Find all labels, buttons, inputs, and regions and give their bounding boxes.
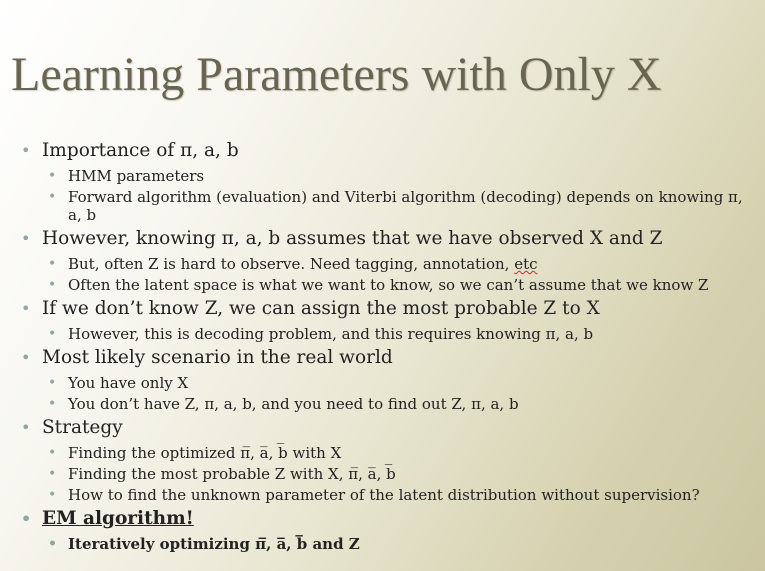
sub-bullet-unknown-parameter: • How to find the unknown parameter of the latent distribution without supervision? <box>68 486 765 504</box>
etc-misspelled-word: etc <box>514 255 538 273</box>
bullet-em-algorithm: • EM algorithm! <box>42 506 765 532</box>
sub-bullet-forward-viterbi: • Forward algorithm (evaluation) and Viterbi algorithm (decoding) depends on knowing π, a, b <box>68 188 748 224</box>
bullet-knowing-assumes: • However, knowing π, a, b assumes that we have observed X and Z <box>42 226 765 252</box>
sub-bullet-hmm-parameters: • HMM parameters <box>68 167 765 185</box>
sub-bullet-decoding-problem: • However, this is decoding problem, and this requires knowing π, a, b <box>68 325 765 343</box>
slide-body <box>0 138 765 555</box>
sub-bullet-optimized-params: • Finding the optimized π̅, a̅, b̅ with X <box>68 444 765 462</box>
bullet-dont-know-z: • If we don’t know Z, we can assign the most probable Z to X <box>42 296 765 322</box>
sub-bullet-latent-space: • Often the latent space is what we want to know, so we can’t assume that we know Z <box>68 276 765 294</box>
bullet-real-world: • Most likely scenario in the real world <box>42 345 765 371</box>
hard-to-observe-text: But, often Z is hard to observe. Need tagging, annotation, <box>68 255 515 273</box>
sub-bullet-iteratively-optimizing: • Iteratively optimizing π̅, a̅, b̅ and Z <box>68 535 765 553</box>
bullet-strategy: • Strategy <box>42 415 765 441</box>
sub-bullet-most-probable-z: • Finding the most probable Z with X, π̅, a̅, b̅ <box>68 465 765 483</box>
sub-bullet-only-x: • You have only X <box>68 374 765 392</box>
sub-bullet-hard-to-observe <box>68 255 765 273</box>
bullet-importance: • Importance of π, a, b <box>42 138 765 164</box>
slide-title: Learning Parameters with Only X <box>11 48 662 101</box>
sub-bullet-dont-have-z: • You don’t have Z, π, a, b, and you need to find out Z, π, a, b <box>68 395 765 413</box>
